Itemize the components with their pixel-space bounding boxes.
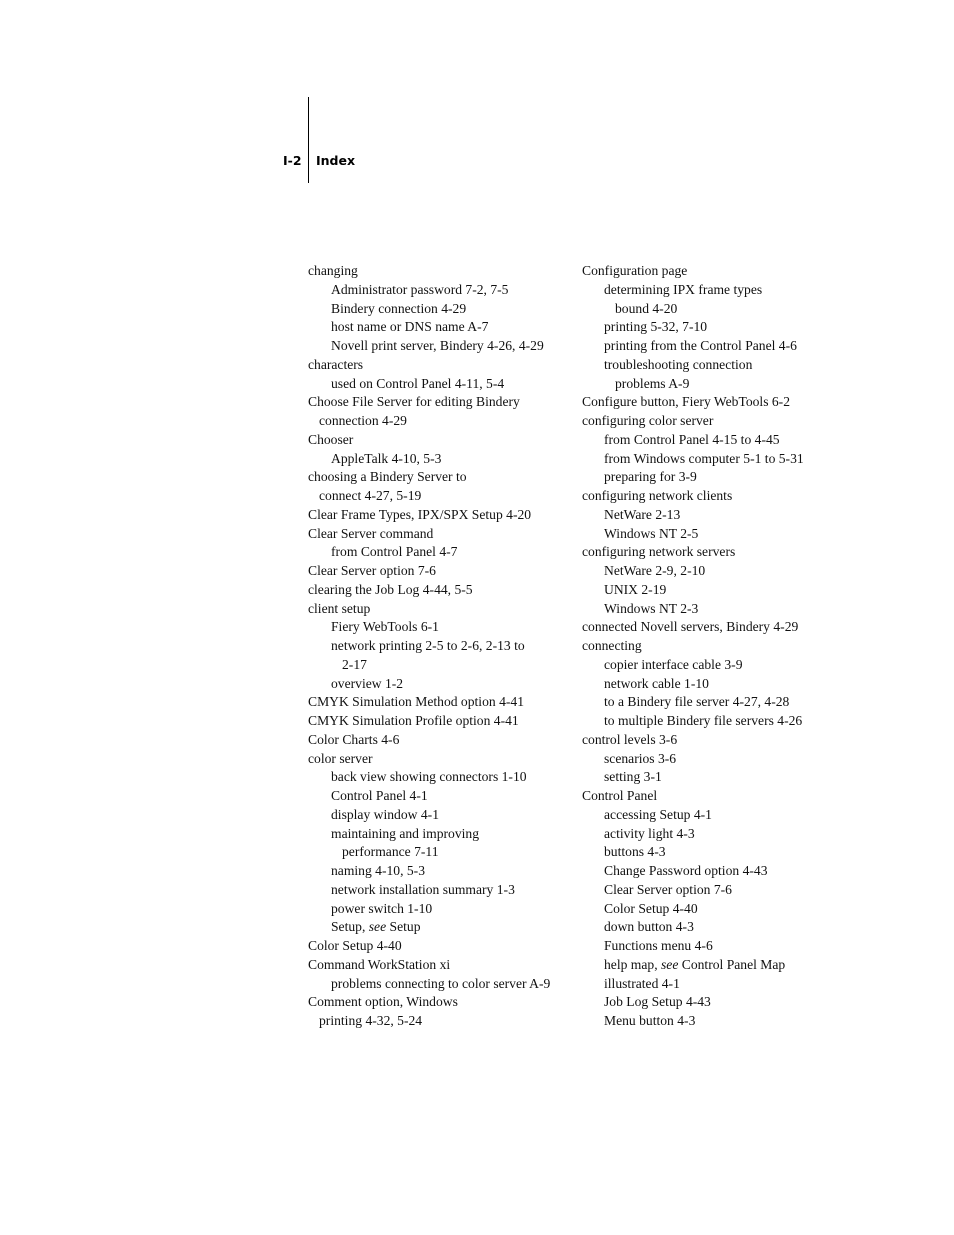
- index-entry: Bindery connection 4-29: [331, 300, 467, 316]
- index-entry: printing 4-32, 5-24: [319, 1013, 423, 1028]
- index-entry: Fiery WebTools 6-1: [331, 619, 439, 635]
- index-entry: Command WorkStation xi: [308, 956, 451, 972]
- index-entry: host name or DNS name A-7: [331, 319, 489, 335]
- index-entry: scenarios 3-6: [604, 750, 677, 766]
- index-entry: connection 4-29: [319, 413, 407, 428]
- index-entry: display window 4-1: [331, 806, 439, 822]
- index-entry: Clear Server option 7-6: [604, 881, 732, 897]
- index-entry: determining IPX frame types: [604, 281, 763, 297]
- index-entry: Job Log Setup 4-43: [604, 994, 711, 1010]
- index-entry: buttons 4-3: [604, 844, 666, 860]
- index-entry: Color Setup 4-40: [308, 938, 402, 953]
- index-entry: client setup: [308, 600, 371, 616]
- index-entry: clearing the Job Log 4-44, 5-5: [308, 581, 473, 597]
- index-entry: printing 5-32, 7-10: [604, 319, 708, 335]
- index-entry: configuring color server: [582, 413, 714, 428]
- index-entry: copier interface cable 3-9: [604, 656, 743, 672]
- index-entry: Clear Server option 7-6: [308, 563, 436, 578]
- index-entry: color server: [308, 750, 373, 766]
- index-entry: performance 7-11: [342, 844, 439, 860]
- index-entry: from Windows computer 5-1 to 5-31: [604, 450, 804, 466]
- index-entry: help map, see Control Panel Map: [604, 956, 786, 972]
- index-entry: Color Setup 4-40: [604, 900, 698, 916]
- index-entry: Clear Server command: [308, 525, 434, 541]
- index-entry: connect 4-27, 5-19: [319, 488, 422, 503]
- page-number: I-2: [283, 153, 302, 168]
- index-entry: preparing for 3-9: [604, 469, 697, 485]
- index-entry: setting 3-1: [604, 769, 662, 785]
- index-entry: Color Charts 4-6: [308, 731, 400, 747]
- index-entry: configuring network servers: [582, 544, 736, 560]
- header-rule: [308, 97, 309, 183]
- index-entry: Functions menu 4-6: [604, 938, 713, 953]
- index-entry: back view showing connectors 1-10: [331, 769, 527, 785]
- index-entry: changing: [308, 263, 358, 278]
- index-entry: Menu button 4-3: [604, 1013, 696, 1028]
- index-entry: down button 4-3: [604, 919, 694, 935]
- index-entry: troubleshooting connection: [604, 356, 753, 372]
- page-title: Index: [316, 153, 356, 168]
- index-entry: connected Novell servers, Bindery 4-29: [582, 619, 799, 635]
- index-entry: choosing a Bindery Server to: [308, 469, 467, 485]
- index-entry: Choose File Server for editing Bindery: [308, 394, 520, 410]
- index-entry: characters: [308, 356, 364, 372]
- index-entry: Comment option, Windows: [308, 994, 458, 1010]
- index-entry: CMYK Simulation Method option 4-41: [308, 694, 524, 710]
- index-entry: control levels 3-6: [582, 731, 678, 747]
- index-entry: Administrator password 7-2, 7-5: [331, 281, 509, 297]
- index-entry: NetWare 2-13: [604, 506, 681, 522]
- index-column-right: [582, 262, 844, 1031]
- index-entry: from Control Panel 4-7: [331, 544, 458, 560]
- index-entry: maintaining and improving: [331, 825, 479, 841]
- index-entry: from Control Panel 4-15 to 4-45: [604, 431, 780, 447]
- index-entry: Configure button, Fiery WebTools 6-2: [582, 394, 791, 410]
- index-entry: AppleTalk 4-10, 5-3: [331, 450, 442, 466]
- index-entry: Change Password option 4-43: [604, 863, 768, 878]
- index-entry: CMYK Simulation Profile option 4-41: [308, 713, 519, 728]
- index-entry: Clear Frame Types, IPX/SPX Setup 4-20: [308, 506, 532, 522]
- index-entry: problems connecting to color server A-9: [331, 975, 551, 991]
- index-entry: Chooser: [308, 431, 354, 447]
- index-entry: network cable 1-10: [604, 675, 709, 691]
- index-entry: configuring network clients: [582, 488, 733, 503]
- index-entry: overview 1-2: [331, 675, 404, 691]
- index-entry: activity light 4-3: [604, 825, 695, 841]
- index-entry: to multiple Bindery file servers 4-26: [604, 713, 803, 728]
- index-entry: Setup, see Setup: [331, 919, 421, 935]
- index-entry: NetWare 2-9, 2-10: [604, 563, 706, 578]
- index-entry: network printing 2-5 to 2-6, 2-13 to: [331, 638, 525, 653]
- index-entry: network installation summary 1-3: [331, 881, 515, 897]
- index-entry: power switch 1-10: [331, 900, 433, 916]
- index-entry: connecting: [582, 638, 642, 653]
- index-entry: naming 4-10, 5-3: [331, 863, 426, 878]
- index-entry: to a Bindery file server 4-27, 4-28: [604, 694, 790, 710]
- index-entry: Configuration page: [582, 263, 688, 278]
- index-entry: 2-17: [342, 656, 367, 672]
- index-entry: UNIX 2-19: [604, 581, 667, 597]
- index-entry: Windows NT 2-3: [604, 600, 699, 616]
- index-entry: Windows NT 2-5: [604, 525, 699, 541]
- index-entry: Novell print server, Bindery 4-26, 4-29: [331, 338, 544, 353]
- index-entry: illustrated 4-1: [604, 975, 680, 991]
- index-column-left: [308, 262, 570, 1031]
- index-entry: printing from the Control Panel 4-6: [604, 338, 797, 353]
- index-entry: used on Control Panel 4-11, 5-4: [331, 375, 505, 391]
- index-entry: Control Panel: [582, 788, 658, 803]
- index-entry: problems A-9: [615, 375, 690, 391]
- index-entry: Control Panel 4-1: [331, 788, 428, 803]
- index-entry: bound 4-20: [615, 300, 678, 316]
- index-entry: accessing Setup 4-1: [604, 806, 712, 822]
